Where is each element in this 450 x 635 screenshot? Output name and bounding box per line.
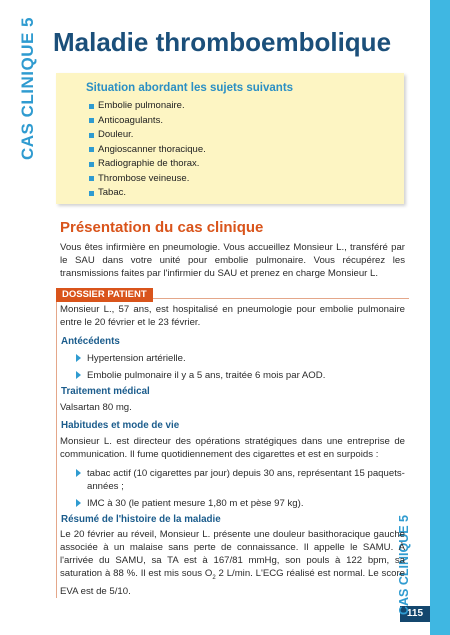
traitement-text: Valsartan 80 mg. bbox=[60, 402, 132, 413]
square-bullet-icon bbox=[89, 191, 94, 196]
traitement-heading: Traitement médical bbox=[61, 386, 150, 397]
resume-text-main: Le 20 février au réveil, Monsieur L. présente une douleur basithoracique gauche associée à un malaise sans perte de connaissance. Il appelle le SAMU. À l'arrivée du SAMU, sa TA est à 167/81 mmHg, son pouls à 122 bpm, sa saturation à 88 %. Il est mis sous O bbox=[60, 529, 405, 579]
situation-item bbox=[89, 128, 206, 143]
habitude-text: tabac actif (10 cigarettes par jour) depuis 30 ans, représentant 15 paquets-années ; bbox=[87, 468, 405, 492]
habitudes-text: Monsieur L. est directeur des opérations stratégiques dans une entreprise de communication. Il fume quotidiennement des cigarettes et est en surpoids : bbox=[60, 436, 405, 460]
square-bullet-icon bbox=[89, 162, 94, 167]
situation-item-text: Radiographie de thorax. bbox=[98, 158, 200, 169]
resume-heading: Résumé de l'histoire de la maladie bbox=[61, 514, 221, 525]
situation-item-text: Anticoagulants. bbox=[98, 114, 163, 126]
square-bullet-icon bbox=[89, 133, 94, 138]
oxygen-subscript: 2 bbox=[212, 574, 216, 581]
arrow-bullet-icon bbox=[76, 371, 81, 379]
situation-box bbox=[56, 73, 404, 204]
presentation-heading: Présentation du cas clinique bbox=[60, 219, 264, 236]
antecedent-text: Hypertension artérielle. bbox=[87, 353, 186, 364]
situation-list bbox=[89, 99, 206, 201]
situation-item bbox=[89, 186, 206, 201]
presentation-text: Vous êtes infirmière en pneumologie. Vous accueillez Monsieur L., transféré par le SAU dans votre unité pour embolie pulmonaire. Vous récupérez les transmissions faites par l'infirmier du SAU et prenez en charge Monsieur L. bbox=[60, 242, 405, 279]
side-label-top-text: CAS CLINIQUE 5 bbox=[18, 17, 37, 161]
habitude-item bbox=[76, 467, 406, 493]
antecedent-item bbox=[76, 369, 410, 382]
square-bullet-icon bbox=[89, 118, 94, 123]
situation-item bbox=[89, 114, 206, 129]
arrow-bullet-icon bbox=[76, 469, 81, 477]
square-bullet-icon bbox=[89, 104, 94, 109]
right-color-band bbox=[430, 0, 450, 635]
situation-item bbox=[89, 99, 206, 114]
situation-item bbox=[89, 143, 206, 158]
page-title: Maladie thromboembolique bbox=[53, 27, 392, 57]
page-number: 115 bbox=[400, 606, 430, 622]
situation-item bbox=[89, 172, 206, 187]
arrow-bullet-icon bbox=[76, 354, 81, 362]
habitude-text: IMC à 30 (le patient mesure 1,80 m et pèse 97 kg). bbox=[87, 498, 304, 509]
situation-heading: Situation abordant les sujets suivants bbox=[86, 82, 294, 94]
square-bullet-icon bbox=[89, 147, 94, 152]
situation-item-text: Thrombose veineuse. bbox=[98, 172, 190, 184]
patient-file-badge: DOSSIER PATIENT bbox=[56, 288, 153, 302]
situation-item-text: Douleur. bbox=[98, 129, 134, 140]
square-bullet-icon bbox=[89, 176, 94, 181]
arrow-bullet-icon bbox=[76, 499, 81, 507]
side-label-top bbox=[6, 17, 50, 161]
antecedent-text: Embolie pulmonaire il y a 5 ans, traitée 6 mois par AOD. bbox=[87, 370, 326, 381]
situation-item-text: Tabac. bbox=[98, 187, 126, 198]
resume-text bbox=[60, 528, 405, 598]
side-label-bottom-text: CAS CLINIQUE 5 bbox=[397, 515, 411, 616]
antecedent-item bbox=[76, 352, 410, 365]
resume-text-end: 2 L/min. L'ECG réalisé est normal. Le score EVA est de 5/10. bbox=[60, 568, 406, 597]
patient-intro: Monsieur L., 57 ans, est hospitalisé en pneumologie pour embolie pulmonaire entre le 20 février et le 23 février. bbox=[60, 304, 405, 328]
antecedents-heading: Antécédents bbox=[61, 336, 120, 347]
habitude-item bbox=[76, 497, 410, 510]
situation-item bbox=[89, 157, 206, 172]
habitudes-heading: Habitudes et mode de vie bbox=[61, 420, 180, 431]
situation-item-text: Embolie pulmonaire. bbox=[98, 100, 185, 111]
situation-item-text: Angioscanner thoracique. bbox=[98, 143, 206, 155]
